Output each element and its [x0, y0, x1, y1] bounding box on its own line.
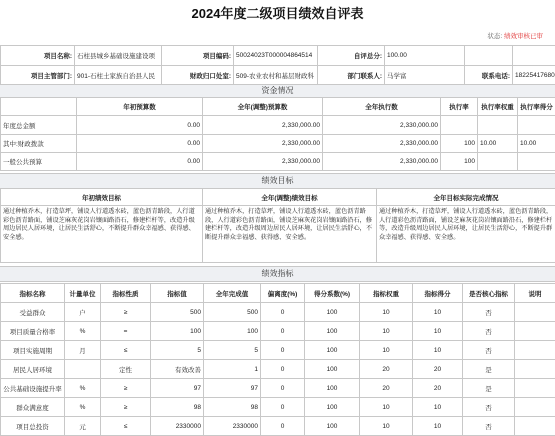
indicator-cell: 否: [463, 341, 515, 360]
indicator-cell: [515, 417, 555, 436]
indicator-cell: 定性: [101, 360, 151, 379]
indicator-cell: 0: [261, 417, 305, 436]
indicator-cell: 10: [413, 398, 463, 417]
indicator-cell: ≥: [101, 379, 151, 398]
contact-label: 部门联系人:: [318, 66, 385, 86]
indicator-cell: [515, 303, 555, 322]
indicator-cell: 10: [413, 341, 463, 360]
project-name-value: 石柱县城乡基础设施建设项: [75, 46, 162, 66]
indicator-cell: 0: [261, 398, 305, 417]
phone-value: 18225417680: [513, 66, 555, 86]
funds-cell: [478, 116, 518, 135]
indicator-cell: 500: [151, 303, 204, 322]
audit-status: [487, 31, 543, 40]
page-title: 2024年度二级项目绩效自评表: [0, 0, 555, 28]
indicator-cell: 项目质量合格率: [1, 322, 65, 341]
funds-cell: 0.00: [77, 116, 203, 135]
indicator-row: [1, 322, 555, 341]
indicators-table: [0, 283, 555, 436]
indicator-cell: 500: [204, 303, 261, 322]
indicator-cell: %: [65, 398, 101, 417]
indicator-cell: 2330000: [204, 417, 261, 436]
indicator-cell: 100: [151, 322, 204, 341]
self-score-label: 自评总分:: [318, 46, 385, 66]
funds-cell: 年度总金额: [1, 116, 77, 135]
funds-cell: [518, 153, 555, 171]
funds-cell: [478, 153, 518, 171]
indicator-cell: 月: [65, 341, 101, 360]
indicator-header: 指标权重: [360, 284, 413, 303]
indicator-header: 说明: [515, 284, 555, 303]
project-info-table: [0, 45, 555, 86]
indicator-header: 偏离度(%): [261, 284, 305, 303]
indicator-cell: 5: [151, 341, 204, 360]
indicator-header: 指标值: [151, 284, 204, 303]
goals-section-header: 绩效目标: [0, 173, 555, 189]
funds-cell: 2,330,000.00: [203, 116, 323, 135]
indicator-cell: 否: [463, 398, 515, 417]
funds-header: 年初预算数: [77, 98, 203, 116]
indicator-cell: 100: [204, 322, 261, 341]
indicator-cell: 5: [204, 341, 261, 360]
funds-cell: 100: [441, 153, 478, 171]
funds-cell: [441, 116, 478, 135]
indicator-cell: 20: [413, 360, 463, 379]
indicators-section-header: 绩效指标: [0, 266, 555, 282]
indicator-cell: [65, 360, 101, 379]
funds-cell: 10.00: [478, 135, 518, 153]
funds-header: 全年(调整)预算数: [203, 98, 323, 116]
indicator-cell: 10: [360, 322, 413, 341]
indicator-cell: 97: [204, 379, 261, 398]
indicator-cell: 98: [204, 398, 261, 417]
funds-cell: 0.00: [77, 135, 203, 153]
indicator-cell: 0: [261, 322, 305, 341]
funds-header: 执行率: [441, 98, 478, 116]
funds-cell: 10.00: [518, 135, 555, 153]
indicator-cell: 20: [360, 379, 413, 398]
indicator-cell: 100: [305, 417, 360, 436]
phone-label: 联系电话:: [465, 66, 513, 86]
indicator-cell: 否: [463, 322, 515, 341]
indicator-row: [1, 398, 555, 417]
funds-cell: 100: [441, 135, 478, 153]
indicator-cell: 100: [305, 360, 360, 379]
funds-row: [1, 116, 555, 135]
indicator-cell: ≤: [101, 417, 151, 436]
funds-header: [1, 98, 77, 116]
indicator-cell: 0: [261, 379, 305, 398]
funds-header: 执行率得分: [518, 98, 555, 116]
funds-cell: 0.00: [77, 153, 203, 171]
indicator-cell: ≥: [101, 303, 151, 322]
indicator-header: 指标名称: [1, 284, 65, 303]
contact-value: 马学富: [385, 66, 465, 86]
indicator-cell: 群众满意度: [1, 398, 65, 417]
actual-completion-text: 通过种植乔木，打造草坪，铺设人行道透水砖，蓝色沥青路段，人行道彩色沥青路面，铺设芝麻灰花岗岩镶面路沿石，修建栏杆等，改造升级周边居民人居环境，让居民生活舒心，不断提升群众幸福感、获得感、安全感。: [377, 206, 555, 263]
indicator-cell: [515, 322, 555, 341]
status-value: 绩效审核已审: [504, 33, 543, 40]
project-code-value: 50024023T000004864514: [234, 46, 318, 66]
indicator-cell: 1: [204, 360, 261, 379]
indicator-cell: 10: [360, 341, 413, 360]
indicator-cell: 项目实施周期: [1, 341, 65, 360]
indicator-cell: 2330000: [151, 417, 204, 436]
indicator-header: 指标性质: [101, 284, 151, 303]
project-name-label: 项目名称:: [1, 46, 75, 66]
funds-row: [1, 135, 555, 153]
funds-cell: 2,330,000.00: [323, 153, 441, 171]
funds-cell: 2,330,000.00: [323, 116, 441, 135]
indicator-cell: =: [101, 322, 151, 341]
indicator-row: [1, 341, 555, 360]
funds-section-header: 资金情况: [0, 84, 555, 98]
adjusted-goal-text: 通过种植乔木，打造草坪，铺设人行道透水砖，蓝色沥青路段，人行道彩色沥青路面，铺设芝麻灰花岗岩镶面路沿石，修建栏杆等，改造升级周边居民人居环境，让居民生活舒心，不断提升群众幸福感、获得感、安全感。: [203, 206, 377, 263]
initial-goal-text: 通过种植乔木，打造草坪，铺设人行道透水砖，蓝色沥青路段，人行道彩色沥青路面，铺设芝麻灰花岗岩镶面路沿石，修建栏杆等，改造升级周边居民人居环境，让居民生活舒心，不断提升群众幸福感、获得感、安全感。: [1, 206, 203, 263]
indicator-header: 计量单位: [65, 284, 101, 303]
indicator-cell: 否: [463, 303, 515, 322]
indicator-cell: 100: [305, 379, 360, 398]
indicator-cell: 100: [305, 303, 360, 322]
indicator-cell: %: [65, 322, 101, 341]
indicator-cell: 10: [413, 303, 463, 322]
funds-cell: 2,330,000.00: [323, 135, 441, 153]
indicator-header: 指标得分: [413, 284, 463, 303]
funds-cell: [518, 116, 555, 135]
indicator-header: 得分系数(%): [305, 284, 360, 303]
indicator-cell: 20: [360, 360, 413, 379]
indicator-cell: 项目总投资: [1, 417, 65, 436]
indicator-cell: 10: [360, 303, 413, 322]
funds-table: [0, 97, 555, 171]
indicator-cell: 10: [413, 417, 463, 436]
status-label: 状态:: [487, 33, 502, 40]
indicator-cell: 否: [463, 417, 515, 436]
goals-header: 全年目标实际完成情况: [377, 189, 555, 206]
indicator-cell: 是: [463, 379, 515, 398]
indicator-cell: 100: [305, 322, 360, 341]
indicator-row: [1, 379, 555, 398]
indicator-header: 全年完成值: [204, 284, 261, 303]
indicator-cell: 有效改善: [151, 360, 204, 379]
indicator-header: 是否核心指标: [463, 284, 515, 303]
funds-cell: 其中:财政拨款: [1, 135, 77, 153]
finance-value: 509-农业农村和基层财政科: [234, 66, 318, 86]
funds-cell: 2,330,000.00: [203, 135, 323, 153]
indicator-cell: [515, 379, 555, 398]
funds-cell: 2,330,000.00: [203, 153, 323, 171]
indicator-cell: 居民人居环境: [1, 360, 65, 379]
indicator-cell: [515, 398, 555, 417]
indicator-cell: %: [65, 379, 101, 398]
indicator-cell: 0: [261, 341, 305, 360]
indicator-row: [1, 303, 555, 322]
indicator-row: [1, 417, 555, 436]
dept-value: 901-石柱土家族自治县人民: [75, 66, 162, 86]
goals-header: 全年(调整)绩效目标: [203, 189, 377, 206]
indicator-cell: 100: [305, 398, 360, 417]
indicator-cell: 受益群众: [1, 303, 65, 322]
indicator-cell: 10: [413, 322, 463, 341]
indicator-cell: 10: [360, 398, 413, 417]
indicator-cell: 10: [360, 417, 413, 436]
project-code-label: 项目编码:: [162, 46, 234, 66]
goals-header: 年初绩效目标: [1, 189, 203, 206]
funds-header: 全年执行数: [323, 98, 441, 116]
indicator-cell: 98: [151, 398, 204, 417]
indicator-cell: 公共基础设施提升率: [1, 379, 65, 398]
funds-cell: 一般公共预算: [1, 153, 77, 171]
goals-table: [0, 188, 555, 263]
funds-header: 执行率权重: [478, 98, 518, 116]
indicator-row: [1, 360, 555, 379]
funds-row: [1, 153, 555, 171]
indicator-cell: 0: [261, 303, 305, 322]
indicator-cell: ≥: [101, 398, 151, 417]
indicator-cell: [515, 360, 555, 379]
indicator-cell: [515, 341, 555, 360]
indicator-cell: ≤: [101, 341, 151, 360]
finance-label: 财政归口处室:: [162, 66, 234, 86]
indicator-cell: 元: [65, 417, 101, 436]
self-score-value: 100.00: [385, 46, 465, 66]
indicator-cell: 100: [305, 341, 360, 360]
indicator-cell: 97: [151, 379, 204, 398]
dept-label: 项目主管部门:: [1, 66, 75, 86]
indicator-cell: 20: [413, 379, 463, 398]
indicator-cell: 户: [65, 303, 101, 322]
indicator-cell: 是: [463, 360, 515, 379]
indicator-cell: 0: [261, 360, 305, 379]
